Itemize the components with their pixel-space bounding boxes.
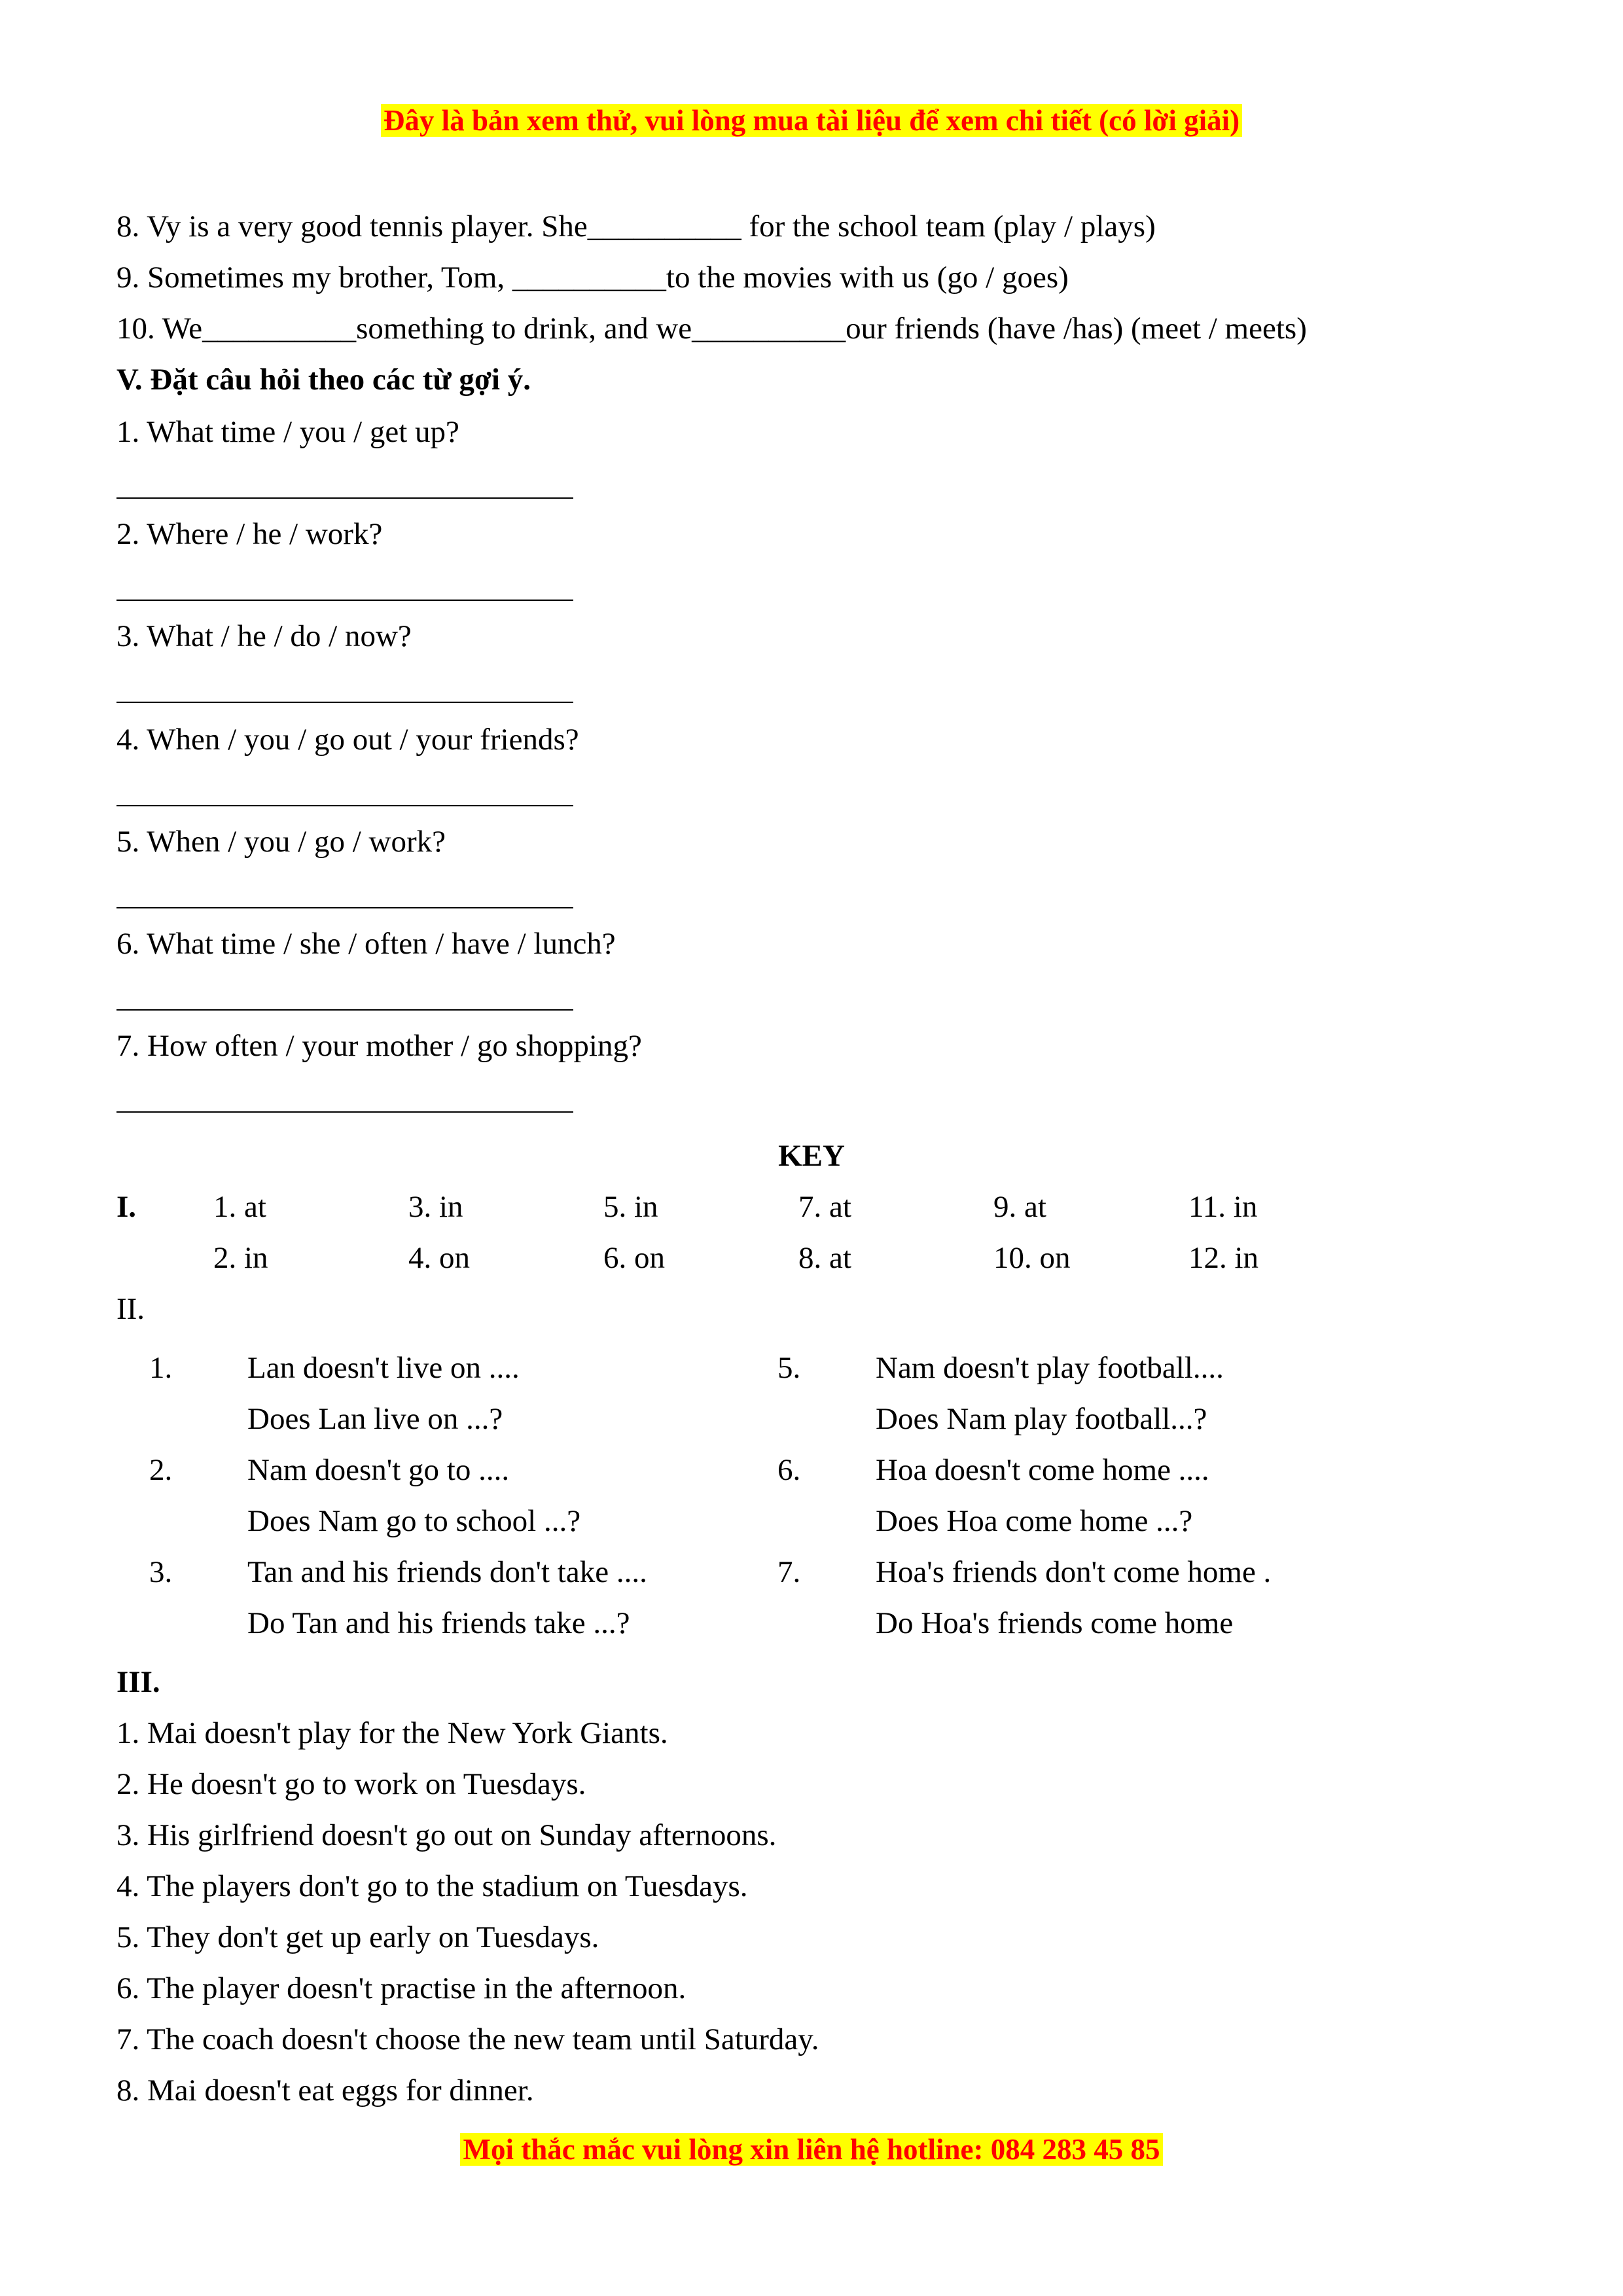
exercise-item: 9. Sometimes my brother, Tom, __________to the movies with us (go / goes)	[116, 260, 1069, 295]
key-item-text: Hoa doesn't come home ....	[876, 1453, 1209, 1487]
key-answer: 4. on	[408, 1241, 470, 1275]
key-answer: 5. in	[603, 1190, 658, 1224]
key-sentence: 5. They don't get up early on Tuesdays.	[116, 1920, 599, 1954]
hotline-banner	[0, 2132, 1623, 2166]
question-prompt: 4. When / you / go out / your friends?	[116, 723, 579, 757]
question-prompt: 2. Where / he / work?	[116, 517, 383, 551]
question-prompt: 6. What time / she / often / have / lunch?	[116, 927, 616, 961]
answer-line	[116, 1111, 573, 1113]
key-item-number: 6.	[777, 1453, 801, 1487]
key-item-number: 5.	[777, 1351, 801, 1385]
key-item-text: Nam doesn't play football....	[876, 1351, 1224, 1385]
key-answer: 11. in	[1188, 1190, 1258, 1224]
key-item-text: Nam doesn't go to ....	[247, 1453, 510, 1487]
key-answer: 9. at	[993, 1190, 1046, 1224]
key-answer: 8. at	[798, 1241, 851, 1275]
key-item-text: Tan and his friends don't take ....	[247, 1555, 647, 1589]
key-item-text: Lan doesn't live on ....	[247, 1351, 520, 1385]
key-item-text: Hoa's friends don't come home .	[876, 1555, 1272, 1589]
key-answer: 2. in	[213, 1241, 268, 1275]
key-item-number: 2.	[149, 1453, 173, 1487]
key-sentence: 2. He doesn't go to work on Tuesdays.	[116, 1767, 586, 1801]
key-answer: 3. in	[408, 1190, 463, 1224]
key-part-label: II.	[116, 1292, 145, 1326]
key-item-text: Does Hoa come home ...?	[876, 1504, 1193, 1538]
preview-banner-text: Đây là bản xem thử, vui lòng mua tài liệu để xem chi tiết (có lời giải)	[381, 104, 1242, 137]
key-sentence: 7. The coach doesn't choose the new team until Saturday.	[116, 2022, 819, 2056]
key-item-text: Does Lan live on ...?	[247, 1402, 503, 1436]
hotline-banner-text: Mọi thắc mắc vui lòng xin liên hệ hotline: 084 283 45 85	[460, 2133, 1162, 2166]
key-item-text: Do Tan and his friends take ...?	[247, 1606, 630, 1640]
key-answer: 7. at	[798, 1190, 851, 1224]
key-answer: 10. on	[993, 1241, 1071, 1275]
key-item-number: 3.	[149, 1555, 173, 1589]
key-sentence: 6. The player doesn't practise in the afternoon.	[116, 1971, 687, 2005]
question-prompt: 3. What / he / do / now?	[116, 619, 412, 653]
key-part-label: I.	[116, 1190, 137, 1224]
key-item-text: Does Nam play football...?	[876, 1402, 1207, 1436]
exercise-item: 10. We__________something to drink, and we__________our friends (have /has) (meet / meets)	[116, 312, 1307, 346]
answer-line	[116, 600, 573, 601]
key-item-text: Does Nam go to school ...?	[247, 1504, 581, 1538]
answer-line	[116, 1009, 573, 1011]
answer-line	[116, 497, 573, 499]
key-item-number: 7.	[777, 1555, 801, 1589]
key-answer: 6. on	[603, 1241, 665, 1275]
key-item-text: Do Hoa's friends come home	[876, 1606, 1234, 1640]
section-heading: V. Đặt câu hỏi theo các từ gợi ý.	[116, 363, 531, 397]
answer-line	[116, 907, 573, 908]
key-sentence: 8. Mai doesn't eat eggs for dinner.	[116, 2073, 534, 2108]
key-answer: 1. at	[213, 1190, 266, 1224]
question-prompt: 7. How often / your mother / go shopping?	[116, 1029, 642, 1063]
key-sentence: 4. The players don't go to the stadium on Tuesdays.	[116, 1869, 748, 1903]
key-title: KEY	[778, 1139, 845, 1173]
exercise-item: 8. Vy is a very good tennis player. She__________ for the school team (play / plays)	[116, 209, 1156, 243]
question-prompt: 5. When / you / go / work?	[116, 825, 446, 859]
key-item-number: 1.	[149, 1351, 173, 1385]
answer-line	[116, 702, 573, 703]
key-part-label: III.	[116, 1665, 160, 1699]
key-answer: 12. in	[1188, 1241, 1259, 1275]
answer-line	[116, 805, 573, 806]
key-sentence: 1. Mai doesn't play for the New York Giants.	[116, 1716, 668, 1750]
question-prompt: 1. What time / you / get up?	[116, 415, 459, 449]
preview-banner	[0, 103, 1623, 137]
key-sentence: 3. His girlfriend doesn't go out on Sunday afternoons.	[116, 1818, 777, 1852]
